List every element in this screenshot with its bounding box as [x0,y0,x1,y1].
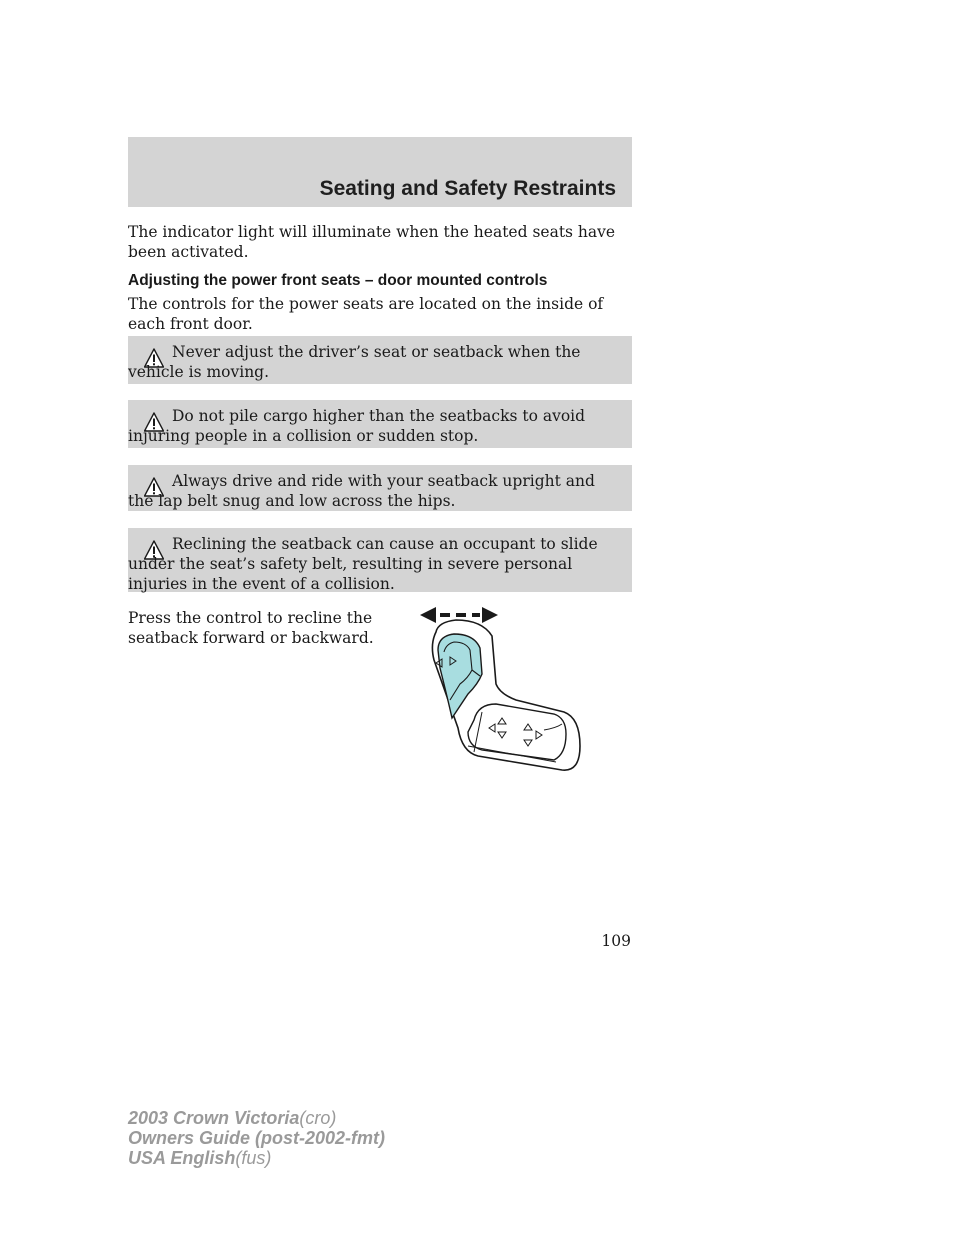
document-footer [128,1108,385,1168]
recline-instruction: Press the control to recline the seatback forward or backward. [128,609,374,647]
footer-line-1 [128,1108,385,1128]
warning-text: Reclining the seatback can cause an occupant to slide under the seat’s safety belt, resulting in severe personal injuries in the event of a collision. [128,535,598,593]
page-number: 109 [601,932,631,950]
warning-text: Always drive and ride with your seatback upright and the lap belt snug and low across the hips. [128,472,595,510]
controls-location-paragraph: The controls for the power seats are located on the inside of each front door. [128,295,604,333]
footer-language: USA English [128,1148,236,1168]
section-title: Seating and Safety Restraints [319,177,616,200]
subheading: Adjusting the power front seats – door mounted controls [128,272,548,289]
section-header [128,137,632,207]
footer-model: 2003 Crown Victoria [128,1108,300,1128]
footer-line-2: Owners Guide (post-2002-fmt) [128,1128,386,1148]
footer-language-code: (fus) [235,1148,272,1168]
warning-box [128,400,632,448]
footer-model-code: (cro) [299,1108,337,1128]
seat-control-diagram-icon [416,600,586,775]
warning-box [128,528,632,592]
footer-line-3 [128,1148,385,1168]
intro-paragraph: The indicator light will illuminate when the heated seats have been activated. [128,223,616,261]
warning-text: Do not pile cargo higher than the seatbacks to avoid injuring people in a collision or sudden stop. [128,407,586,445]
warning-box [128,465,632,511]
warning-box [128,336,632,384]
warning-text: Never adjust the driver’s seat or seatback when the vehicle is moving. [128,343,581,381]
